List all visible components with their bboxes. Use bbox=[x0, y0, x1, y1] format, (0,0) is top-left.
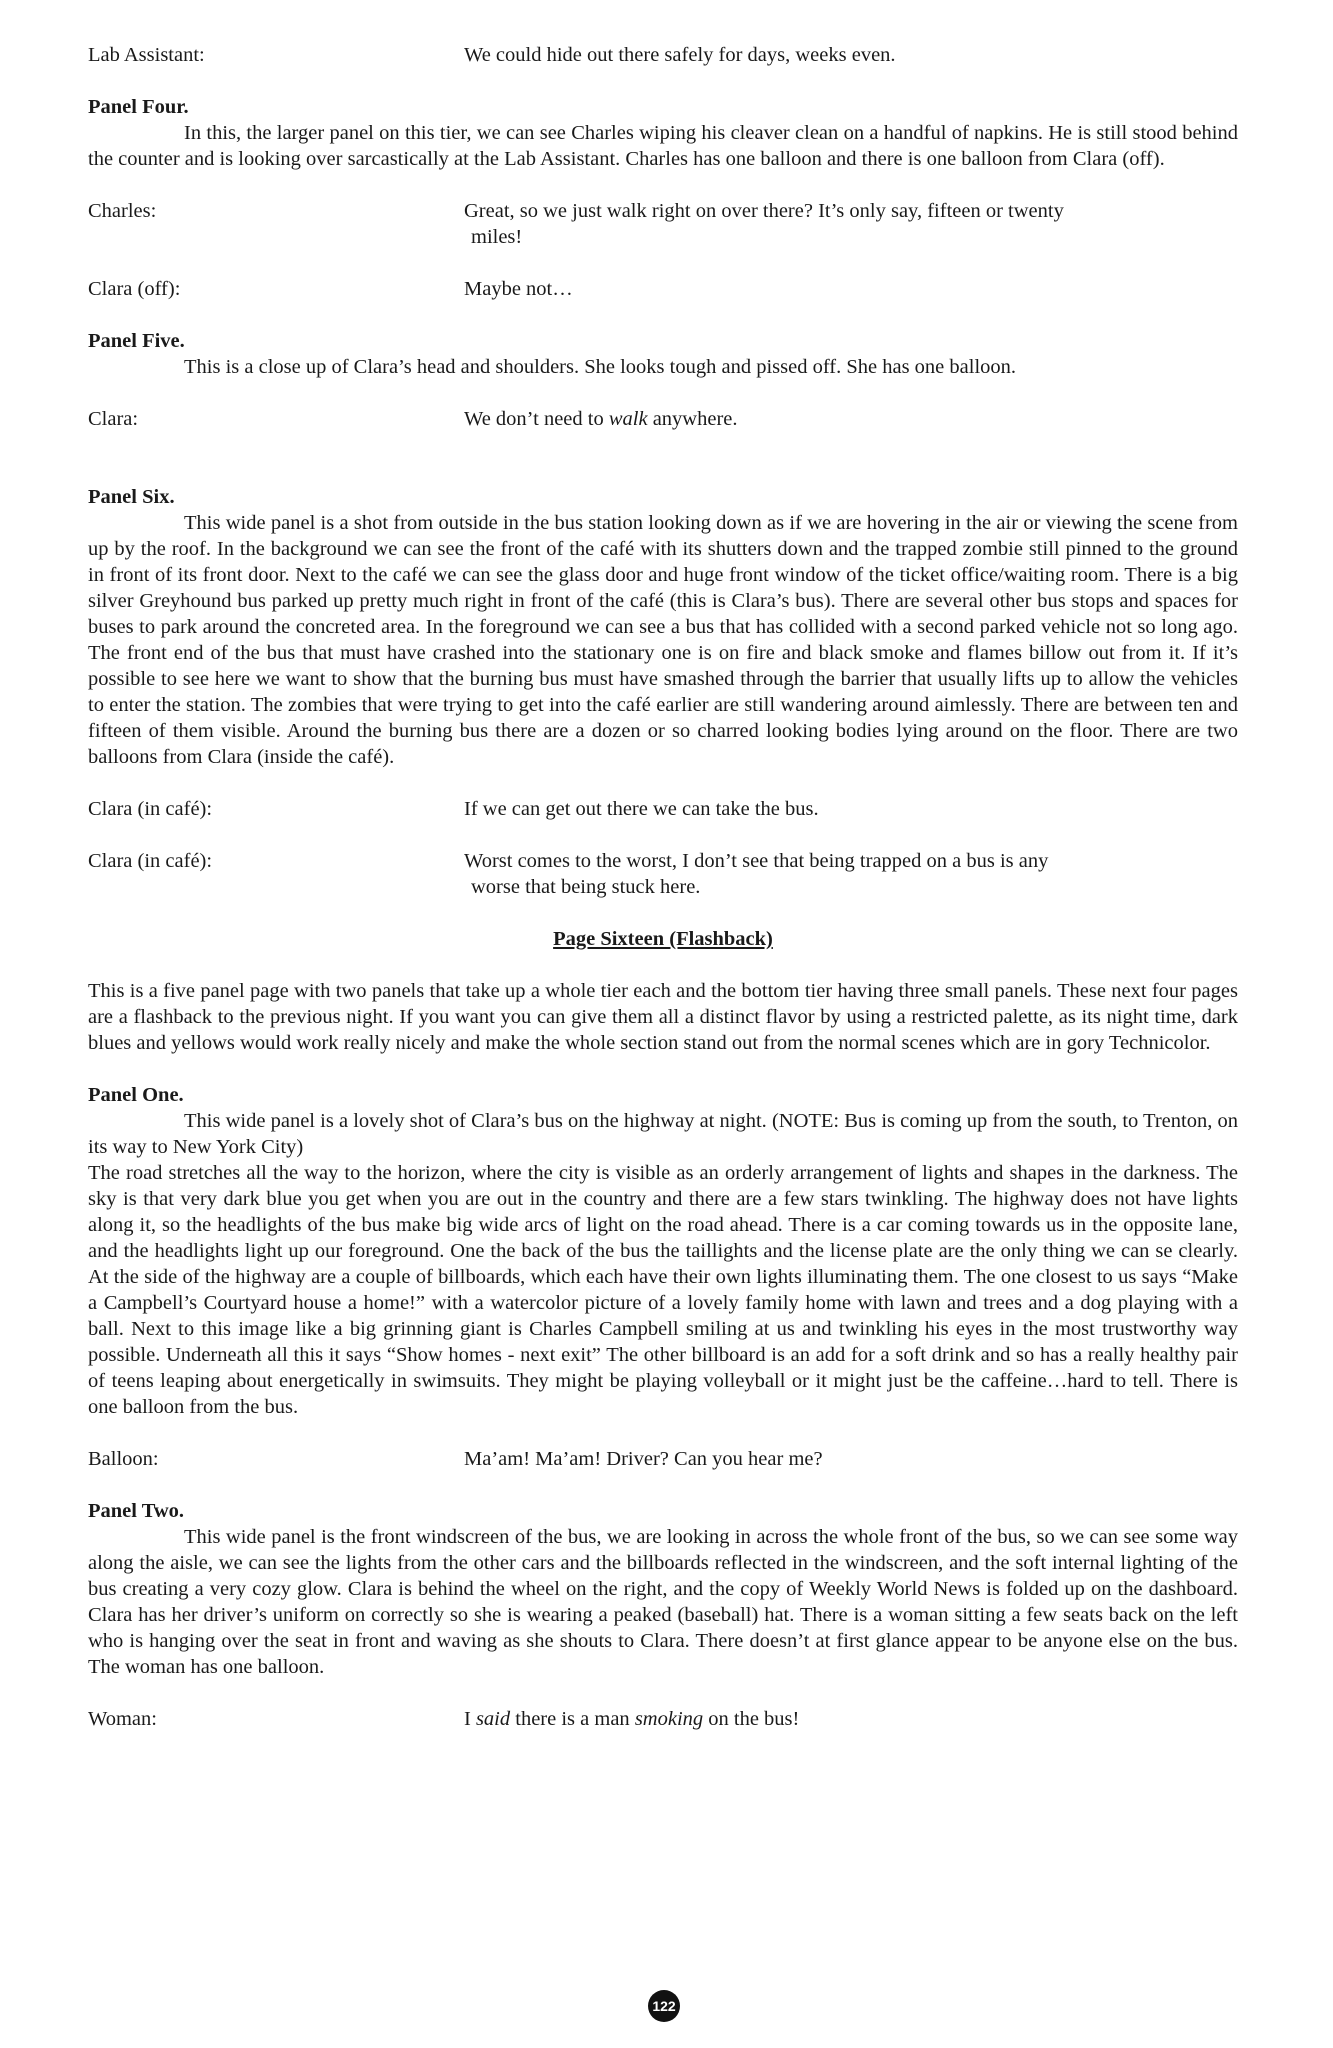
dialogue-text bbox=[464, 406, 1224, 432]
dialogue-lab-assistant bbox=[88, 42, 1238, 68]
speaker-name: Balloon: bbox=[88, 1448, 159, 1470]
spacer bbox=[88, 458, 1238, 484]
dialogue-part: anywhere. bbox=[647, 408, 738, 430]
dialogue-text: Maybe not… bbox=[464, 278, 573, 300]
dialogue-text: Ma’am! Ma’am! Driver? Can you hear me? bbox=[464, 1448, 823, 1470]
dialogue-text: If we can get out there we can take the bus. bbox=[464, 798, 819, 820]
speaker-name: Lab Assistant: bbox=[88, 44, 205, 66]
panel-five-description: This is a close up of Clara’s head and shoulders. She looks tough and pissed off. She has one balloon. bbox=[184, 356, 1017, 378]
panel-one-description bbox=[88, 1108, 1238, 1420]
speaker-name: Clara (in café): bbox=[88, 798, 213, 820]
panel-four-description: In this, the larger panel on this tier, we can see Charles wiping his cleaver clean on a handful of napkins. He is still stood behind the counter and is looking over sarcastically at the Lab Assistant. Charles has one balloon and there is one balloon from Clara (off). bbox=[88, 122, 1238, 170]
speaker-name: Charles: bbox=[88, 200, 157, 222]
dialogue-text bbox=[464, 848, 1224, 900]
dialogue-clara-cafe-1 bbox=[88, 796, 1238, 822]
page-number-badge: 122 bbox=[648, 1990, 680, 2022]
dialogue-clara-cafe-2 bbox=[88, 848, 1238, 900]
panel-one-heading: Panel One. bbox=[88, 1084, 184, 1106]
panel-five-heading: Panel Five. bbox=[88, 330, 185, 352]
script-page bbox=[88, 42, 1238, 1758]
speaker-name: Clara: bbox=[88, 408, 139, 430]
dialogue-charles bbox=[88, 198, 1238, 250]
page-sixteen-title: Page Sixteen (Flashback) bbox=[553, 928, 773, 950]
dialogue-clara bbox=[88, 406, 1238, 432]
emphasis: walk bbox=[608, 408, 648, 430]
dialogue-part: there is a man bbox=[510, 1708, 635, 1730]
dialogue-line: Great, so we just walk right on over there? It’s only say, fifteen or twenty bbox=[464, 200, 1064, 222]
panel-six-description: This wide panel is a shot from outside in the bus station looking down as if we are hovering in the air or viewing the scene from up by the roof. In the background we can see the front of the café with its shutters down and the trapped zombie still pinned to the ground in front of its front door. Next to the café we can see the glass door and huge front window of the ticket office/waiting room. There is a big silver Greyhound bus parked up pretty much right in front of the café (this is Clara’s bus). There are several other bus stops and spaces for buses to park around the concreted area. In the foreground we can see a bus that has collided with a second parked vehicle not so long ago. The front end of the bus that must have crashed into the stationary one is on fire and black smoke and flames billow out from it. If it’s possible to see here we want to show that the burning bus must have smashed through the barrier that usually lifts up to allow the vehicles to enter the station. The zombies that were trying to get into the café earlier are still wandering around aimlessly. There are between ten and fifteen of them visible. Around the burning bus there are a dozen or so charred looking bodies lying around on the floor. There are two balloons from Clara (inside the café). bbox=[88, 512, 1238, 768]
panel-two-description: This wide panel is the front windscreen of the bus, we are looking in across the whole front of the bus, so we can see some way along the aisle, we can see the lights from the other cars and the billboards reflected in the windscreen, and the soft internal lighting of the bus creating a very cozy glow. Clara is behind the wheel on the right, and the copy of Weekly World News is folded up on the dashboard. Clara has her driver’s uniform on correctly so she is wearing a peaked (baseball) hat. There is a woman sitting a few seats back on the left who is hanging over the seat in front and waving as she shouts to Clara. There doesn’t at first glance appear to be anyone else on the bus. The woman has one balloon. bbox=[88, 1526, 1238, 1678]
dialogue-balloon bbox=[88, 1446, 1238, 1472]
panel-two-heading: Panel Two. bbox=[88, 1500, 185, 1522]
dialogue-text: We could hide out there safely for days, weeks even. bbox=[464, 44, 896, 66]
page-sixteen-intro: This is a five panel page with two panels that take up a whole tier each and the bottom tier having three small panels. These next four pages are a flashback to the previous night. If you want you can give them all a distinct flavor by using a restricted palette, as its night time, dark blues and yellows would work really nicely and make the whole section stand out from the normal scenes which are in gory Technicolor. bbox=[88, 980, 1238, 1054]
panel-six-heading: Panel Six. bbox=[88, 486, 175, 508]
dialogue-text bbox=[464, 1706, 1224, 1732]
emphasis: smoking bbox=[634, 1708, 704, 1730]
description-part: The road stretches all the way to the horizon, where the city is visible as an orderly arrangement of lights and shapes in the darkness. The sky is that very dark blue you get when you are out in the country and there are a few stars twinkling. The highway does not have lights along it, so the headlights of the bus make big wide arcs of light on the road ahead. There is a car coming towards us in the opposite lane, and the headlights light up our foreground. One the back of the bus the taillights and the license plate are the only thing we can se clearly. At the side of the highway are a couple of billboards, which each have their own lights illuminating them. The one closest to us says “Make a Campbell’s Courtyard house a home!” with a watercolor picture of a lovely family home with lawn and trees and a dog playing with a ball. Next to this image like a big grinning giant is Charles Campbell smiling at us and twinkling his eyes in the most trustworthy way possible. Underneath all this it says “Show homes - next exit” The other billboard is an add for a soft drink and so has a really healthy pair of teens leaping about energetically in swimsuits. They might be playing volleyball or it might just be the caffeine…hard to tell. There is one balloon from the bus. bbox=[88, 1162, 1238, 1418]
speaker-name: Woman: bbox=[88, 1708, 157, 1730]
emphasis: said bbox=[475, 1708, 511, 1730]
dialogue-part: I bbox=[464, 1708, 476, 1730]
dialogue-text bbox=[464, 198, 1224, 250]
dialogue-line: Worst comes to the worst, I don’t see that being trapped on a bus is any bbox=[464, 850, 1049, 872]
dialogue-part: on the bus! bbox=[703, 1708, 800, 1730]
dialogue-part: We don’t need to bbox=[464, 408, 609, 430]
dialogue-woman bbox=[88, 1706, 1238, 1732]
dialogue-line: worse that being stuck here. bbox=[471, 876, 701, 898]
speaker-name: Clara (in café): bbox=[88, 850, 213, 872]
dialogue-line: miles! bbox=[471, 226, 523, 248]
description-part: This wide panel is a lovely shot of Clara’s bus on the highway at night. (NOTE: Bus is coming up from the south, to Trenton, on its way to New York City) bbox=[88, 1110, 1238, 1158]
speaker-name: Clara (off): bbox=[88, 278, 181, 300]
panel-four-heading: Panel Four. bbox=[88, 96, 189, 118]
dialogue-clara-off bbox=[88, 276, 1238, 302]
